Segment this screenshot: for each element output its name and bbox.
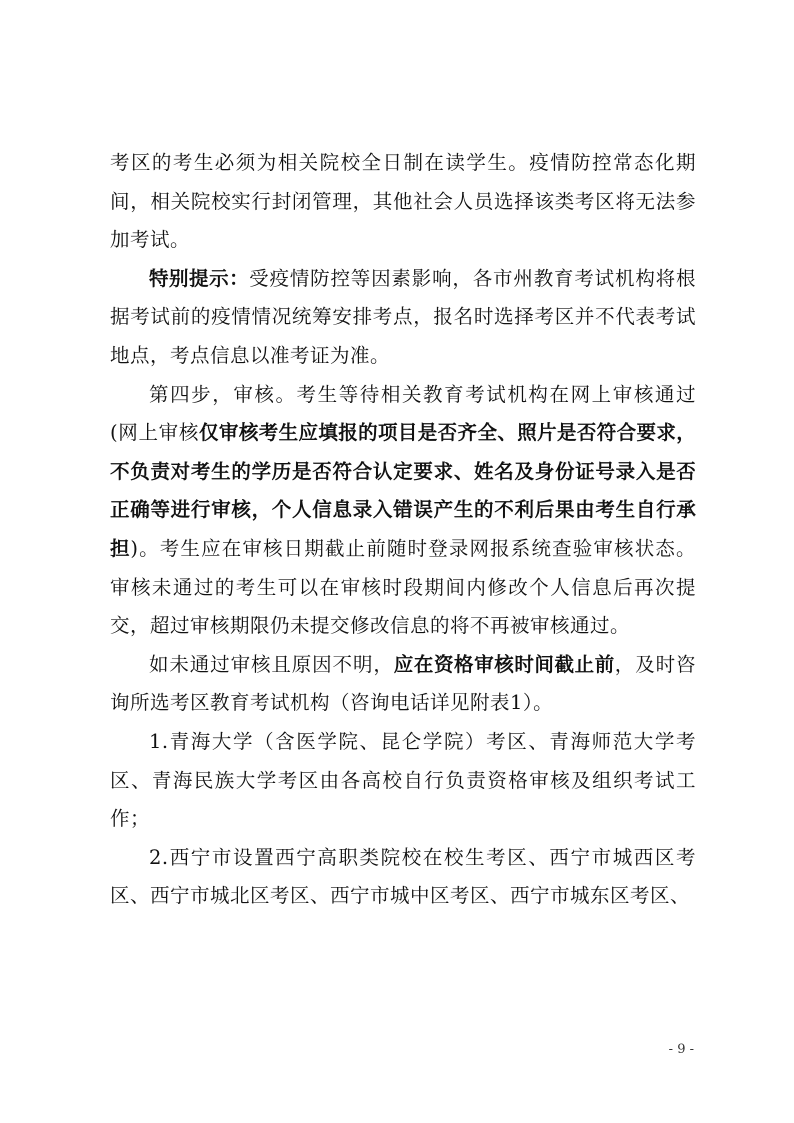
paragraph-text: 2.西宁市设置西宁高职类院校在校生考区、西宁市城西区考区、西宁市城北区考区、西宁市城中区考区、西宁市城东区考区、 <box>110 845 696 908</box>
review-scope-emphasis: 仅审核考生应填报的项目是否齐全、照片是否符合要求，不负责对考生的学历是否符合认定要求、姓名及身份证号录入是否正确等进行审核，个人信息录入错误产生的不利后果由考生自行承担 <box>110 421 696 560</box>
paragraph-step-four-review <box>110 376 696 646</box>
paragraph-special-notice <box>110 260 696 376</box>
page-number: - 9 - <box>668 1042 694 1057</box>
paragraph-item-2 <box>110 839 696 916</box>
special-notice-label: 特别提示： <box>149 266 250 290</box>
paragraph-exam-area-note <box>110 144 696 260</box>
deadline-emphasis: 应在资格审核时间截止前 <box>393 652 615 676</box>
paragraph-text: ，及时咨询所选考区教育考试机构（咨询电话详见附表1）。 <box>110 652 696 715</box>
paragraph-text: 如未通过审核且原因不明， <box>149 652 394 676</box>
body-text <box>110 144 696 916</box>
paragraph-text: )。考生应在审核日期截止前随时登录网报系统查验审核状态。审核未通过的考生可以在审核时段期间内修改个人信息后再次提交，超过审核期限仍未提交修改信息的将不再被审核通过。 <box>110 536 697 638</box>
paragraph-text: 第四步，审核。考生等待相关教育考试机构在网上审核通过(网上审核 <box>110 382 696 445</box>
paragraph-item-1 <box>110 723 696 839</box>
paragraph-text: 考区的考生必须为相关院校全日制在读学生。疫情防控常态化期间，相关院校实行封闭管理，其他社会人员选择该类考区将无法参加考试。 <box>110 151 696 252</box>
paragraph-text: 1.青海大学（含医学院、昆仑学院）考区、青海师范大学考区、青海民族大学考区由各高校自行负责资格审核及组织考试工作； <box>110 729 696 831</box>
paragraph-failed-review <box>110 646 696 723</box>
paragraph-text: 受疫情防控等因素影响，各市州教育考试机构将根据考试前的疫情情况统筹安排考点，报名时选择考区并不代表考试地点，考点信息以准考证为准。 <box>110 266 696 367</box>
